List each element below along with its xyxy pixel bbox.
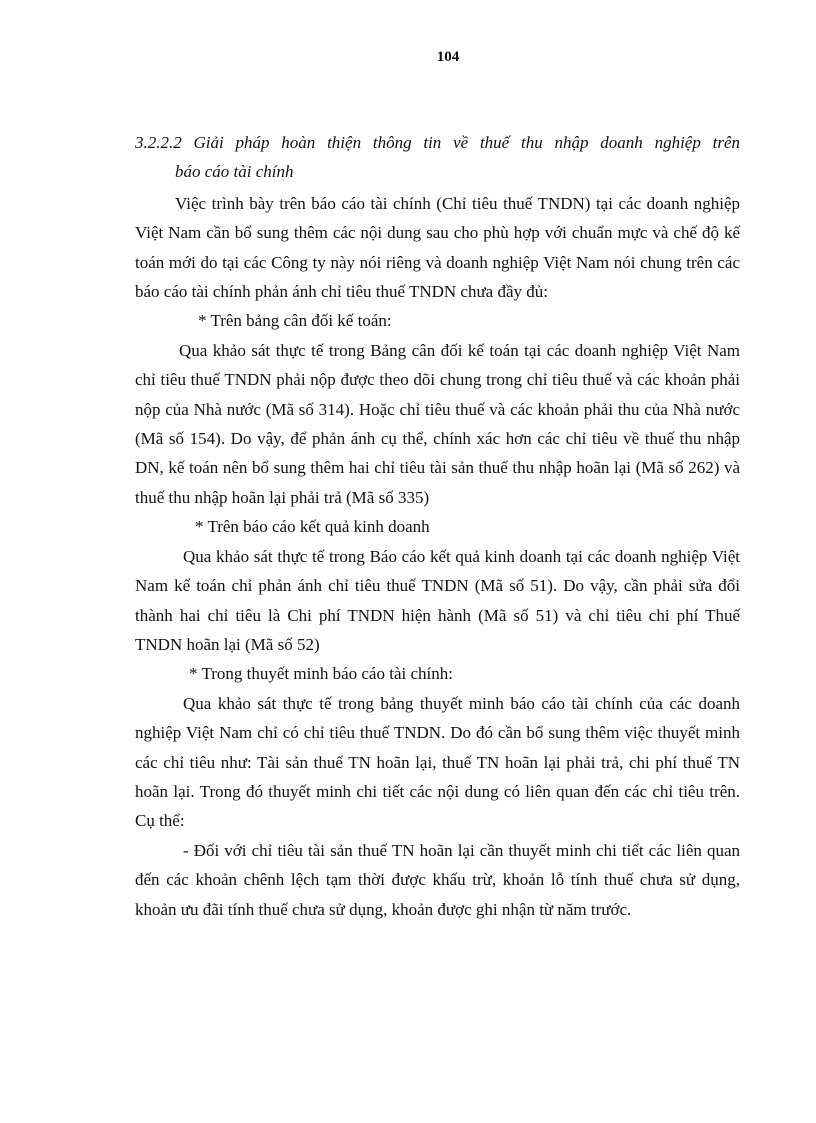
financial-notes-paragraph: Qua khảo sát thực tế trong bảng thuyết minh báo cáo tài chính của các doanh nghiệp Việt Nam chỉ có chỉ tiêu thuế TNDN. Do đó cần bổ sung thêm việc thuyết minh các chỉ tiêu như: Tài sản thuế TN hoãn lại, thuế TN hoãn lại phải trả, chi phí thuế TN hoãn lại. Trong đó thuyết minh chi tiết các nội dung có liên quan đến các chỉ tiêu trên. Cụ thể: bbox=[135, 693, 740, 831]
document-body bbox=[135, 128, 740, 924]
deferred-tax-asset-paragraph: - Đối với chỉ tiêu tài sản thuế TN hoãn lại cần thuyết minh chi tiết các liên quan đến các khoản chênh lệch tạm thời được khấu trừ, khoản lỗ tính thuế chưa sử dụng, khoản ưu đãi tính thuế chưa sử dụng, khoản được ghi nhận từ năm trước. bbox=[135, 840, 740, 919]
balance-sheet-paragraph: Qua khảo sát thực tế trong Bảng cân đối kế toán tại các doanh nghiệp Việt Nam chỉ tiêu thuế TNDN phải nộp được theo dõi chung trong chỉ tiêu thuế và các khoản phải nộp của Nhà nước (Mã số 314). Hoặc chỉ tiêu thuế và các khoản phải thu của Nhà nước (Mã số 154). Do vậy, để phản ánh cụ thể, chính xác hơn các chỉ tiêu về thuế thu nhập DN, kế toán nên bổ sung thêm hai chỉ tiêu tài sản thuế thu nhập hoãn lại (Mã số 262) và thuế thu nhập hoãn lại phải trả (Mã số 335) bbox=[135, 340, 740, 507]
bullet-income-statement: * Trên báo cáo kết quả kinh doanh bbox=[195, 517, 430, 537]
page-number: 104 bbox=[436, 49, 460, 65]
section-heading-continuation: báo cáo tài chính bbox=[175, 162, 294, 182]
intro-paragraph: Việc trình bày trên báo cáo tài chính (Chỉ tiêu thuế TNDN) tại các doanh nghiệp Việt Nam cần bổ sung thêm các nội dung sau cho phù hợp với chuẩn mực và chế độ kế toán mới do tại các Công ty này nói riêng và doanh nghiệp Việt Nam nói chung trên các báo cáo tài chính phản ánh chỉ tiêu thuế TNDN chưa đầy đủ: bbox=[135, 193, 740, 302]
bullet-balance-sheet: * Trên bảng cân đối kế toán: bbox=[198, 311, 392, 331]
section-heading: 3.2.2.2 Giải pháp hoàn thiện thông tin về thuế thu nhập doanh nghiệp trên bbox=[135, 133, 740, 152]
income-statement-paragraph: Qua khảo sát thực tế trong Báo cáo kết quả kinh doanh tại các doanh nghiệp Việt Nam kế toán chỉ phản ánh chỉ tiêu thuế TNDN (Mã số 51). Do vậy, cần phải sửa đổi thành hai chỉ tiêu là Chi phí TNDN hiện hành (Mã số 51) và chỉ tiêu chi phí Thuế TNDN hoãn lại (Mã số 52) bbox=[135, 546, 740, 654]
bullet-financial-notes: * Trong thuyết minh báo cáo tài chính: bbox=[189, 664, 453, 684]
